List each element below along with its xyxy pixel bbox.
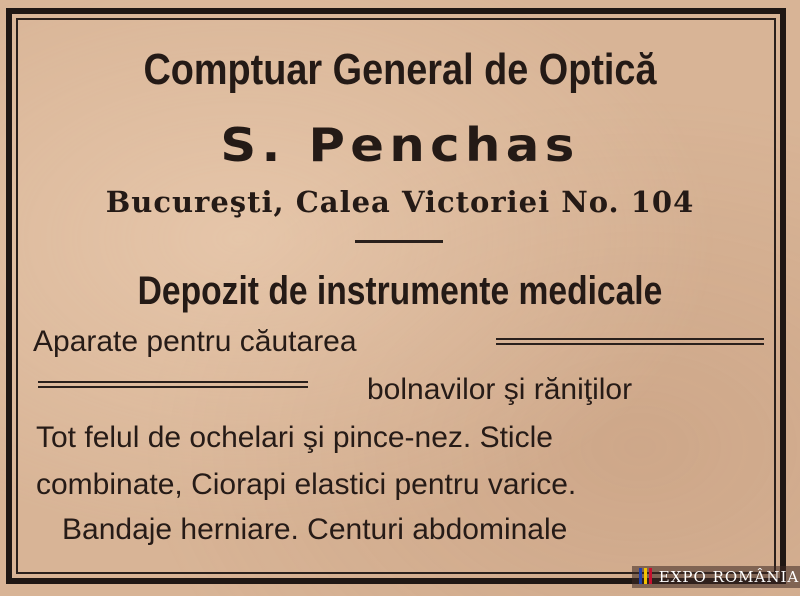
short-divider — [355, 240, 443, 243]
flag-stripe-red — [649, 568, 652, 584]
ad-line-2: bolnavilor şi răniţilor — [367, 373, 633, 406]
watermark-text: EXPO ROMÂNIA — [658, 568, 800, 586]
flag-stripe-blue — [639, 568, 642, 584]
merchant-address: Bucureşti, Calea Victoriei No. 104 — [105, 185, 695, 219]
section-title: Depozit de instrumente medicale — [137, 269, 663, 313]
double-rule-left — [38, 381, 308, 388]
ad-line-1: Aparate pentru căutarea — [33, 325, 357, 358]
watermark — [632, 566, 800, 588]
ad-title: Comptuar General de Optică — [143, 45, 657, 94]
merchant-name: S. Penchas — [220, 118, 580, 172]
ad-line-4: combinate, Ciorapi elastici pentru varice. — [36, 468, 577, 501]
ad-line-3: Tot felul de ochelari şi pince-nez. Sticle — [36, 421, 553, 454]
flag-stripe-yellow — [644, 568, 647, 584]
ad-line-5: Bandaje herniare. Centuri abdominale — [62, 513, 568, 546]
double-rule-right — [496, 338, 764, 345]
